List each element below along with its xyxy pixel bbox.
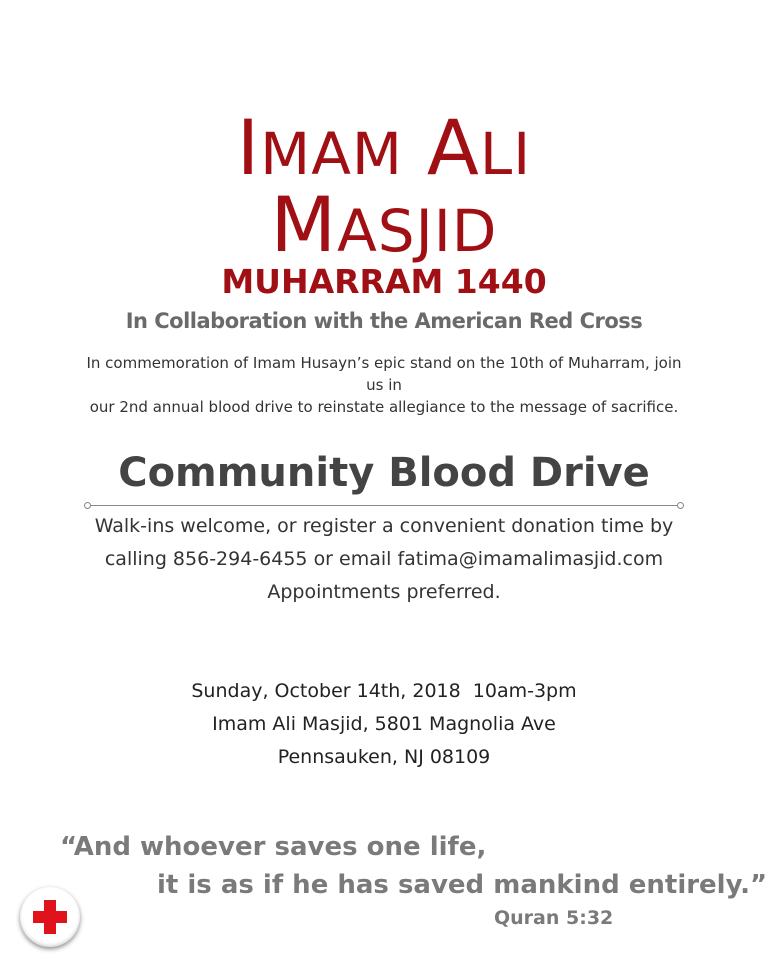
registration-line: Walk-ins welcome, or register a convenient donation time by — [94, 515, 674, 537]
intro-paragraph — [80, 352, 688, 418]
heading-divider — [88, 505, 680, 506]
page-heading: Community Blood Drive — [118, 450, 650, 496]
event-date-time: Sunday, October 14th, 2018 10am-3pm — [191, 680, 577, 702]
divider-end-dot — [84, 502, 91, 509]
quote-line1: “And whoever saves one life, — [60, 832, 487, 862]
masjid-title-line2 — [0, 180, 768, 272]
intro-line: our 2nd annual blood drive to reinstate allegiance to the message of sacrifice. — [89, 398, 679, 416]
collaboration-text: In Collaboration with the American Red Cross — [125, 309, 643, 333]
event-venue: Imam Ali Masjid, 5801 Magnolia Ave — [212, 713, 556, 735]
registration-line: Appointments preferred. — [267, 581, 501, 603]
divider-end-dot — [677, 502, 684, 509]
quote-line2: it is as if he has saved mankind entirely.” — [157, 870, 768, 900]
registration-line: calling 856-294-6455 or email fatima@imamalimasjid.com — [104, 548, 664, 570]
muharram-subtitle: MUHARRAM 1440 — [221, 262, 547, 301]
red-cross-icon-svg — [20, 887, 80, 947]
event-details — [0, 675, 768, 774]
event-city: Pennsauken, NJ 08109 — [277, 746, 491, 768]
registration-info — [0, 510, 768, 609]
intro-line: In commemoration of Imam Husayn’s epic stand on the 10th of Muharram, join us in — [86, 354, 682, 394]
red-cross-icon — [20, 887, 80, 947]
quote-citation: Quran 5:32 — [494, 907, 614, 929]
title-line1-text: IMAM ALI — [236, 103, 532, 192]
title-line2-text: MASJID — [270, 180, 498, 269]
